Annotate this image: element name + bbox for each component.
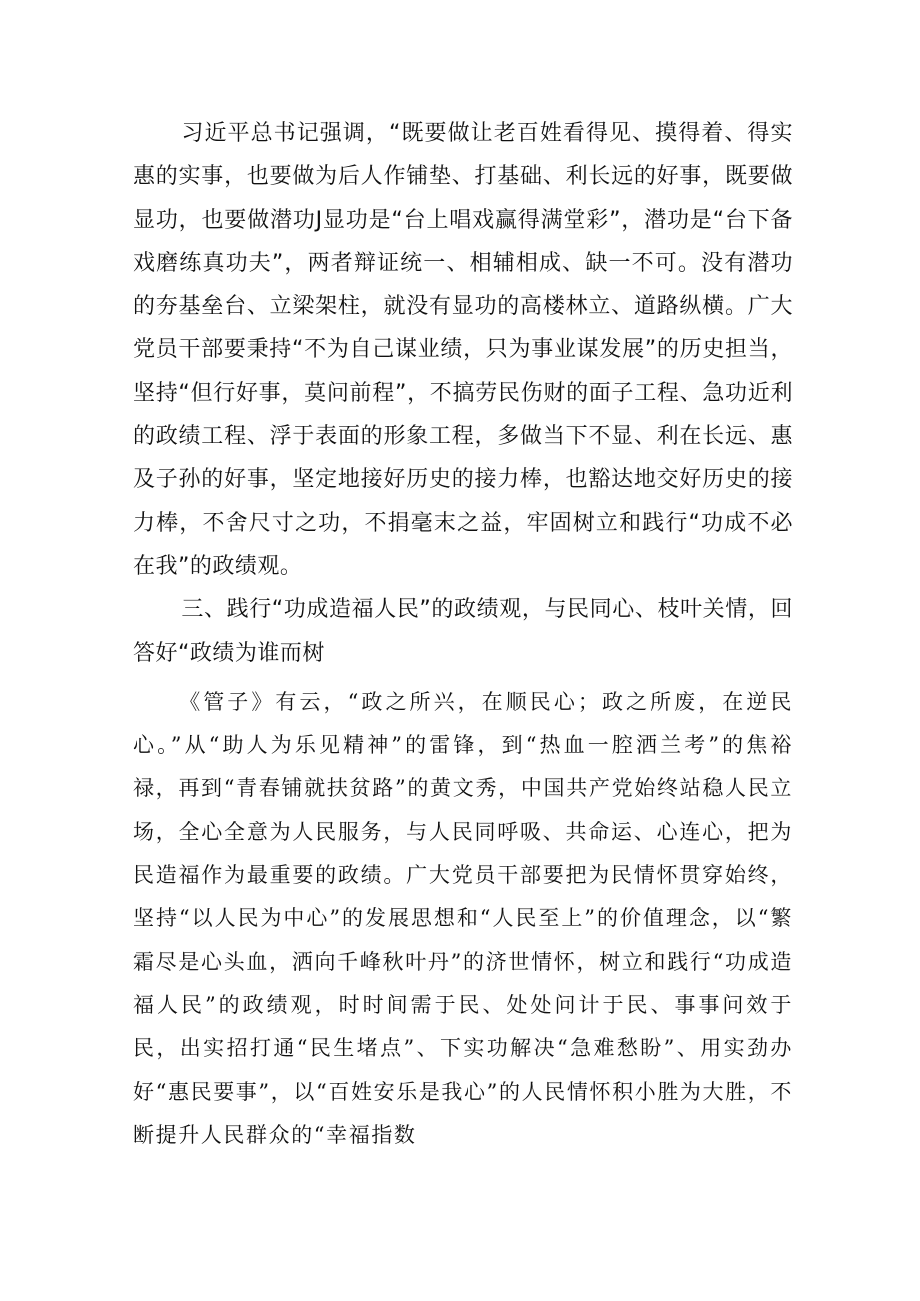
document-body [133,112,793,1157]
paragraph-achievement-view: 习近平总书记强调，“既要做让老百姓看得见、摸得着、得实惠的实事，也要做为后人作铺垫、打基础、利长远的好事，既要做显功，也要做潜功J显功是“台上唱戏赢得满堂彩”，潜功是“台下备戏磨练真功夫”，两者辩证统一、相辅相成、缺一不可。没有潜功的夯基垒台、立梁架柱，就没有显功的高楼林立、道路纵横。广大党员干部要秉持“不为自己谋业绩，只为事业谋发展”的历史担当，坚持“但行好事，莫问前程”，不搞劳民伤财的面子工程、急功近利的政绩工程、浮于表面的形象工程，多做当下不显、利在长远、惠及子孙的好事，坚定地接好历史的接力棒，也豁达地交好历史的接力棒，不舍尺寸之功，不捐毫末之益，牢固树立和践行“功成不必在我”的政绩观。 [133,121,793,579]
section-heading-three: 三、践行“功成造福人民”的政绩观，与民同心、枝叶关情，回答好“政绩为谁而树 [133,597,793,666]
paragraph-serve-people: 《管子》有云，“政之所兴，在顺民心；政之所废，在逆民心。”从“助人为乐见精神”的雷锋，到“热血一腔洒兰考”的焦裕禄，再到“青春铺就扶贫路”的黄文秀，中国共产党始终站稳人民立场，全心全意为人民服务，与人民同呼吸、共命运、心连心，把为民造福作为最重要的政绩。广大党员干部要把为民情怀贯穿始终，坚持“以人民为中心”的发展思想和“人民至上”的价值理念，以“繁霜尽是心头血，洒向千峰秋叶丹”的济世情怀，树立和践行“功成造福人民”的政绩观，时时间需于民、处处问计于民、事事问效于民，出实招打通“民生堵点”、下实功解决“急难愁盼”、用实劲办好“惠民要事”，以“百姓安乐是我心”的人民情怀积小胜为大胜，不断提升人民群众的“幸福指数 [133,689,793,1147]
